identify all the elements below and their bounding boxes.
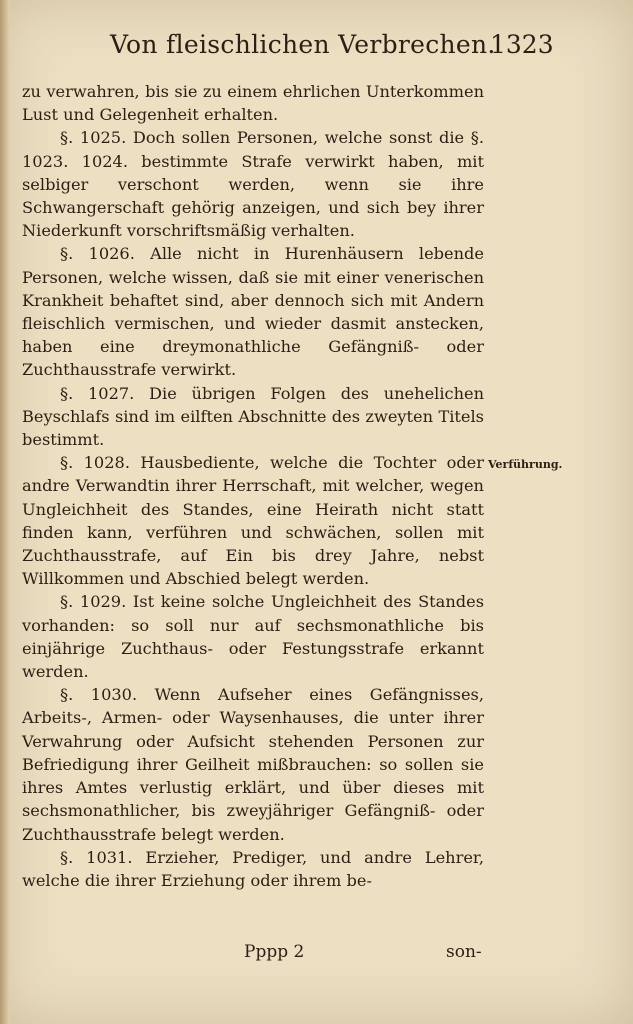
paragraph-1029: §. 1029. Ist keine solche Ungleichheit des Standes vorhanden: so soll nur auf sechsmonathliche bis einjährige Zuchthaus- oder Festungsstrafe erkannt werden. <box>22 592 484 682</box>
paragraph-1025: §. 1025. Doch sollen Personen, welche sonst die §. 1023. 1024. bestimmte Strafe verwirkt haben, mit selbiger verschont werden, wenn sie ihre Schwangerschaft gehörig anzeigen, und sich bey ihrer Niederkunft vorschriftsmäßig verhalten. <box>22 128 484 241</box>
paragraph-1026: §. 1026. Alle nicht in Hurenhäusern lebende Personen, welche wissen, daß sie mit einer venerischen Krankheit behaftet sind, aber dennoch sich mit Andern fleischlich vermischen, und wieder dasmit anstecken, haben eine dreymonathliche Gefängniß- oder Zuchthausstrafe verwirkt. <box>22 244 484 380</box>
paragraph-1031: §. 1031. Erzieher, Prediger, und andre Lehrer, welche die ihrer Erziehung oder ihrem be- <box>22 847 484 890</box>
paragraph-1028: §. 1028. Hausbediente, welche die Tochter oder andre Verwandtin ihrer Herrschaft, mit welcher, wegen Ungleichheit des Standes, eine Heirath nicht statt finden kann, verführen und schwächen, sollen mit Zuchthausstrafe, auf Ein bis drey Jahre, nebst Willkommen und Abschied belegt werden. <box>22 453 484 589</box>
page-header <box>0 30 633 70</box>
page-number: 1323 <box>490 30 554 59</box>
margin-note: Verführung. <box>488 458 563 471</box>
book-spine <box>0 0 10 1024</box>
printer-signature: Pppp 2 <box>244 942 305 962</box>
catchword: son- <box>446 942 482 962</box>
running-title: Von fleischlichen Verbrechen. <box>110 30 496 59</box>
page-body <box>22 80 484 892</box>
paragraph-continuation: zu verwahren, bis sie zu einem ehrlichen Unterkommen Lust und Gelegenheit erhalten. <box>22 82 484 125</box>
paragraph-1027: §. 1027. Die übrigen Folgen des unehelichen Beyschlafs sind im eilften Abschnitte des zweyten Titels bestimmt. <box>22 383 484 450</box>
paragraph-1030: §. 1030. Wenn Aufseher eines Gefängnisses, Arbeits-, Armen- oder Waysenhauses, die unter ihrer Verwahrung oder Aufsicht stehenden Personen zur Befriedigung ihrer Geilheit mißbrauchen: so sollen sie ihres Amtes verlustig erklärt, und über dieses mit sechsmonathlicher, bis zweyjähriger Gefängniß- oder Zuchthausstrafe belegt werden. <box>22 685 484 844</box>
page-footer <box>0 942 633 972</box>
